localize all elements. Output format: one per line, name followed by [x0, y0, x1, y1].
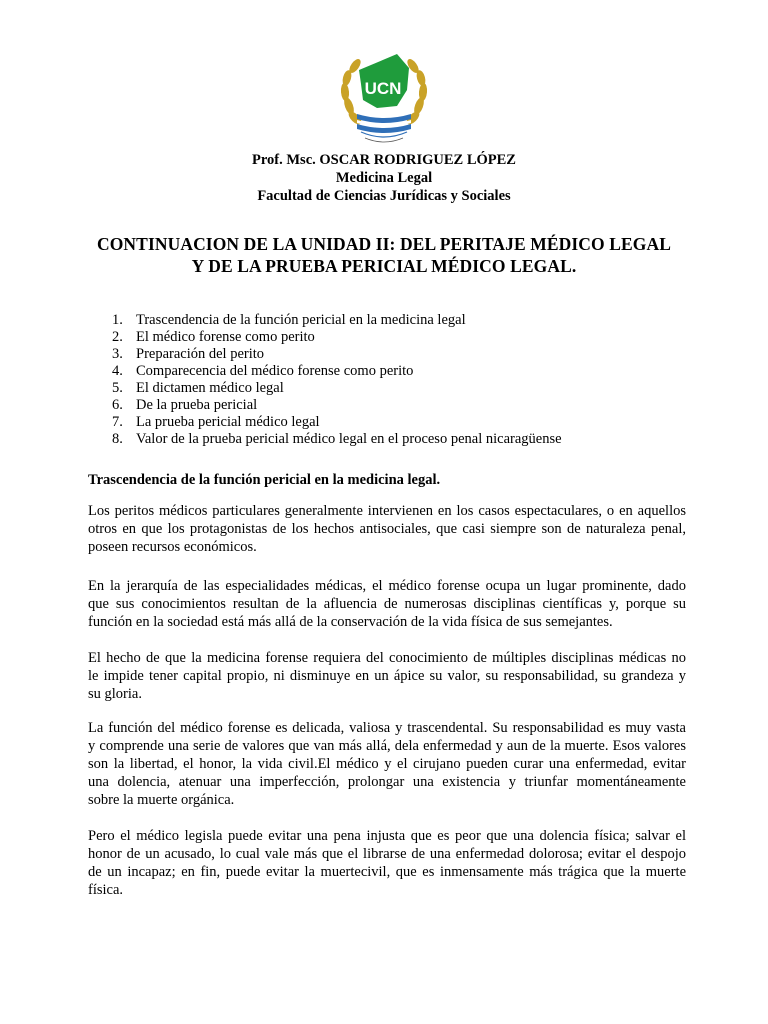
text-line: poseen recursos económicos.: [88, 539, 257, 555]
list-item: 5. El dictamen médico legal: [112, 380, 284, 396]
text-line: una dolencia, atenuar una imperfección, prolongar una existencia y triunfar momentáneamente: [88, 774, 686, 790]
list-item: 6. De la prueba pericial: [112, 397, 258, 413]
topic-list: [112, 312, 712, 448]
document-header: [0, 151, 768, 205]
list-item: 2. El médico forense como perito: [112, 329, 315, 345]
course-name: Medicina Legal: [335, 170, 433, 186]
text-line: de un incapaz; en fin, puede evitar la muertecivil, que es inmensamente más trágica que la muerte: [88, 864, 686, 880]
text-line: física.: [88, 882, 124, 898]
text-line: sobre la muerte orgánica.: [88, 792, 235, 808]
list-item: 3. Preparación del perito: [112, 346, 265, 362]
text-line: son la libertad, el honor, la vida civil.El médico y el cirujano pueden curar una enfermedad, evitar: [88, 756, 686, 772]
paragraph-1: [88, 502, 686, 556]
text-line: otros en que los protagonistas de los hechos antisociales, que casi siempre son de naturaleza penal,: [88, 521, 686, 537]
text-line: que sus conocimientos resultan de la afluencia de numerosas disciplinas científicas y, porque su: [88, 596, 686, 612]
unit-title-line-2: Y DE LA PRUEBA PERICIAL MÉDICO LEGAL.: [191, 256, 577, 276]
author-name: Prof. Msc. OSCAR RODRIGUEZ LÓPEZ: [252, 152, 516, 168]
ucn-seal-icon: [337, 48, 431, 148]
text-line: función en la sociedad está más allá de la conservación de la vida física de sus semejantes.: [88, 614, 613, 630]
text-line: Pero el médico legisla puede evitar una pena injusta que es peor que una dolencia física; salvar el: [88, 828, 686, 844]
section-heading: Trascendencia de la función pericial en la medicina legal.: [88, 472, 441, 488]
unit-title-line-1: CONTINUACION DE LA UNIDAD II: DEL PERITAJE MÉDICO LEGAL: [96, 234, 671, 254]
list-item: 4. Comparecencia del médico forense como perito: [112, 363, 414, 379]
paragraph-3: [88, 649, 686, 703]
text-line: le impide tener capital propio, ni disminuye en un ápice su valor, su responsabilidad, su grandeza y: [88, 668, 686, 684]
paragraph-4: [88, 719, 686, 809]
svg-text:UCN: UCN: [364, 79, 402, 98]
list-item: 8. Valor de la prueba pericial médico legal en el proceso penal nicaragüense: [112, 431, 562, 447]
faculty-name: Facultad de Ciencias Jurídicas y Sociales: [257, 188, 511, 204]
text-line: su gloria.: [88, 686, 142, 702]
list-item: 7. La prueba pericial médico legal: [112, 414, 320, 430]
text-line: y comprende una serie de valores que van más allá, dela enfermedad y aun de la muerte. Esos valores: [88, 738, 686, 754]
university-logo: [337, 48, 431, 148]
list-item: 1. Trascendencia de la función pericial en la medicina legal: [112, 312, 466, 328]
text-line: El hecho de que la medicina forense requiera del conocimiento de múltiples disciplinas médicas no: [88, 650, 686, 666]
text-line: En la jerarquía de las especialidades médicas, el médico forense ocupa un lugar prominente, dado: [88, 578, 686, 594]
unit-title: [60, 233, 708, 277]
paragraph-5: [88, 827, 686, 899]
text-line: honor de un acusado, lo cual vale más que el librarse de una enfermedad dolorosa; evitar el despojo: [88, 846, 686, 862]
text-line: Los peritos médicos particulares generalmente intervienen en los casos espectaculares, o en aquellos: [88, 503, 686, 519]
paragraph-2: [88, 577, 686, 631]
text-line: La función del médico forense es delicada, valiosa y trascendental. Su responsabilidad es muy vasta: [88, 720, 686, 736]
